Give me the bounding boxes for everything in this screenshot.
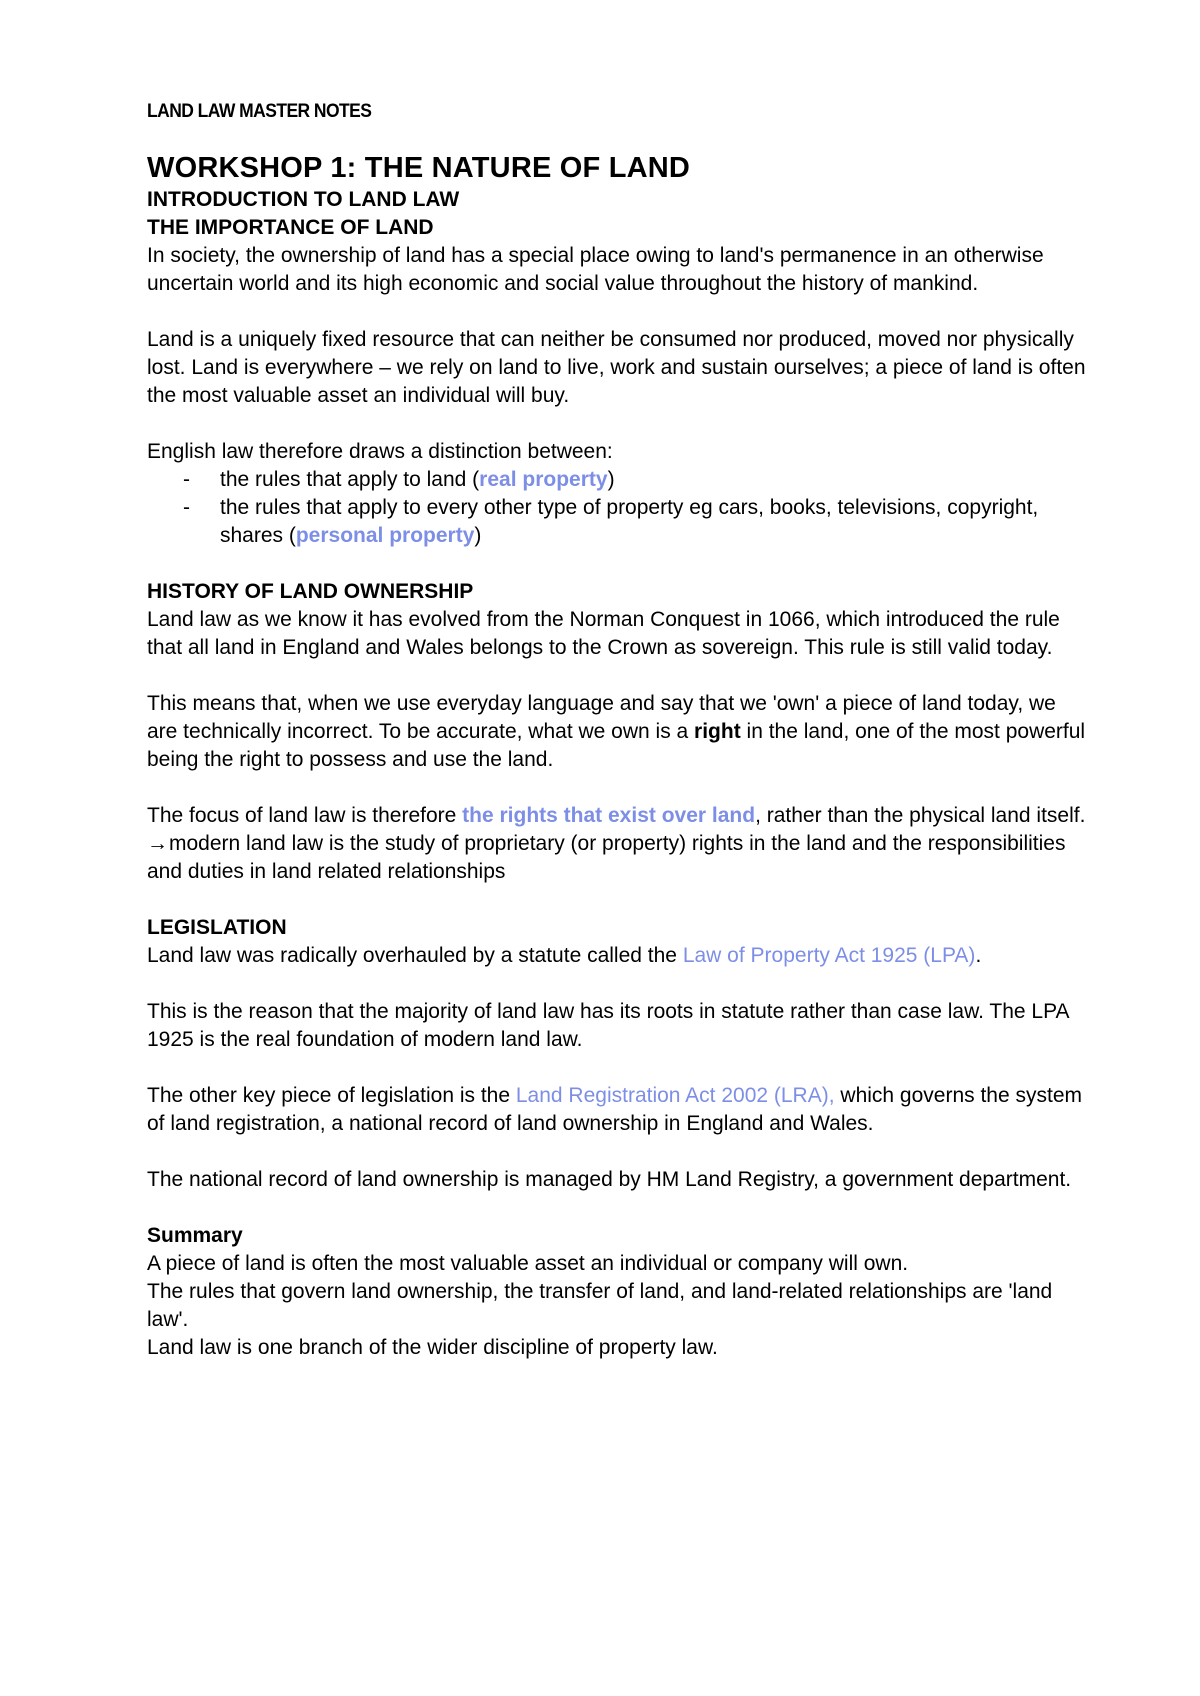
spacer — [147, 410, 1087, 438]
intro-heading: INTRODUCTION TO LAND LAW — [147, 188, 460, 211]
text-run: modern land law is the study of proprietary (or property) rights in the land and the responsibilities and duties in land related relationships — [147, 832, 1066, 883]
history-heading: HISTORY OF LAND OWNERSHIP — [147, 580, 474, 603]
bold-term-right: right — [694, 720, 741, 743]
spacer — [147, 298, 1087, 326]
document-page — [147, 100, 1087, 1362]
legislation-paragraph-2: This is the reason that the majority of land law has its roots in statute rather than case law. The LPA 1925 is the real foundation of modern land law. — [147, 1000, 1069, 1051]
dash-marker: - — [183, 468, 190, 491]
summary-paragraph-1: A piece of land is often the most valuable asset an individual or company will own. — [147, 1252, 909, 1275]
text-run: This means that, when we use everyday language and say that we 'own' a piece of land today, we are technically incorrect. To be accurate, what we own is a — [147, 692, 1056, 743]
history-paragraph-4 — [147, 830, 1087, 886]
text-run: , rather than the physical land itself. — [755, 804, 1086, 827]
list-item-text: the rules that apply to land ( — [220, 468, 480, 491]
spacer — [147, 550, 1087, 578]
summary-paragraph-3: Land law is one branch of the wider discipline of property law. — [147, 1336, 718, 1359]
workshop-title: WORKSHOP 1: THE NATURE OF LAND — [147, 152, 691, 184]
summary-heading: Summary — [147, 1224, 243, 1247]
spacer — [147, 662, 1087, 690]
spacer — [147, 886, 1087, 914]
importance-paragraph-2: Land is a uniquely fixed resource that can neither be consumed nor produced, moved nor physically lost. Land is everywhere – we rely on land to live, work and sustain ourselves; a piece of land is often the most valuable asset an individual will buy. — [147, 328, 1086, 407]
distinction-intro: English law therefore draws a distinction between: — [147, 440, 613, 463]
list-item-text: the rules that apply to every other type of property eg cars, books, televisions, copyright, shares ( — [220, 496, 1039, 547]
history-paragraph-3 — [147, 802, 1087, 830]
spacer — [147, 1194, 1087, 1222]
term-real-property: real property — [479, 468, 608, 491]
list-item-text: ) — [607, 468, 615, 491]
legislation-heading: LEGISLATION — [147, 916, 287, 939]
importance-heading: THE IMPORTANCE OF LAND — [147, 216, 434, 239]
doc-title: LAND LAW MASTER NOTES — [147, 101, 372, 122]
legislation-paragraph-3 — [147, 1082, 1087, 1138]
distinction-list — [147, 466, 1087, 550]
summary-paragraph-2: The rules that govern land ownership, the transfer of land, and land-related relationships are 'land law'. — [147, 1280, 1053, 1331]
history-paragraph-2 — [147, 690, 1087, 774]
text-run: The focus of land law is therefore — [147, 804, 463, 827]
text-run: Land law was radically overhauled by a statute called the — [147, 944, 683, 967]
statute-lra-link: Land Registration Act 2002 (LRA), — [515, 1084, 835, 1107]
spacer — [147, 774, 1087, 802]
list-item-text: ) — [474, 524, 482, 547]
statute-lpa-link: Law of Property Act 1925 (LPA) — [682, 944, 976, 967]
term-personal-property: personal property — [295, 524, 475, 547]
legislation-paragraph-1 — [147, 942, 1087, 970]
text-run: which governs the system of land registration, a national record of land ownership in England and Wales. — [147, 1084, 1082, 1135]
text-run: . — [975, 944, 982, 967]
text-run: The other key piece of legislation is the — [147, 1084, 516, 1107]
dash-marker: - — [183, 496, 190, 519]
arrow-right-icon: → — [147, 832, 168, 855]
spacer — [147, 1138, 1087, 1166]
legislation-paragraph-4: The national record of land ownership is managed by HM Land Registry, a government department. — [147, 1168, 1072, 1191]
importance-paragraph-1: In society, the ownership of land has a special place owing to land's permanence in an otherwise uncertain world and its high economic and social value throughout the history of mankind. — [147, 244, 1044, 295]
spacer — [147, 970, 1087, 998]
list-item — [147, 466, 1087, 494]
list-item — [147, 494, 1087, 550]
history-paragraph-1: Land law as we know it has evolved from the Norman Conquest in 1066, which introduced the rule that all land in England and Wales belongs to the Crown as sovereign. This rule is still valid today. — [147, 608, 1060, 659]
term-rights-over-land: the rights that exist over land — [462, 804, 756, 827]
text-run: in the land, one of the most powerful being the right to possess and use the land. — [147, 720, 1086, 771]
spacer — [147, 1054, 1087, 1082]
